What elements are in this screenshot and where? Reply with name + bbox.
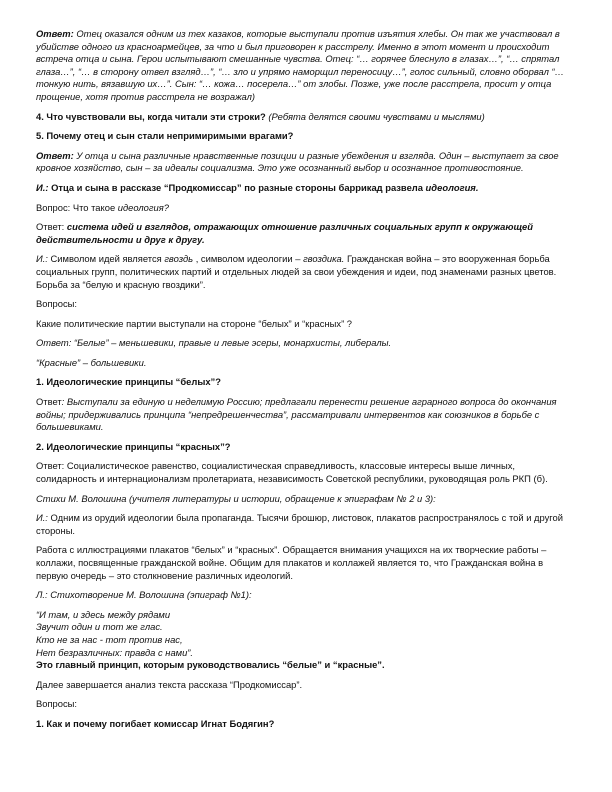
analysis-continuation: Далее завершается анализ текста рассказа “Продкомиссар”. [36,678,303,690]
answer-white-principles [36,396,576,434]
question-4-note: (Ребята делятся своими чувствами и мыслями) [265,110,485,122]
symbols-text-2: , символом идеологии – [193,253,304,265]
question-red-principles: 2. Идеологические принципы “красных”? [36,440,231,452]
heading-text: Отца и сына в рассказе “Продкомиссар” по разные стороны баррикад развела [48,181,423,193]
answer-label: Ответ: [36,221,67,233]
speaker-label: И.: [36,512,48,524]
teacher-propaganda-paragraph [36,512,576,537]
question-4-text: 4. Что чувствовали вы, когда читали эти строки? [36,110,266,122]
answer-text: Отец оказался одним из тех казаков, которые выступали против изъятия хлебы. Он так же участвовал в убийстве одного из красноармейцев, за что и был приговорен к расстрелу. Именно в этот момент и происходит встреча отца и сына. Герои испытывают смешанные чувства. Отец: “… горячее блеснуло в глазах…”, “… спрятал глаза…”, “… в сторону отвел взгляд…”, “… зло и упрямо наморщил переносицу…”, голос сильный, словно оборвал “… тонкую нить, вязавшую их…”. Сын: “… кожа… посерела…” от злобы. Позже, уже после расстрела, просит у отца прощение, хотя против расстрела не возражал) [36,28,565,102]
speaker-label: И.: [36,253,48,265]
heading-emphasis: идеология. [422,181,479,193]
answer-ideology-definition [36,221,576,246]
poem-block [36,609,576,659]
main-principle-statement: Это главный принцип, которым руководствовались “белые” и “красные”. [36,659,385,671]
question-term: идеология? [117,201,169,213]
definition-text: система идей и взглядов, отражающих отношение различных социальных групп к окружающей действительности и друг к другу. [36,221,533,245]
question-commissar-death: 1. Как и почему погибает комиссар Игнат Бодягин? [36,717,275,729]
voloshin-poems-note: Стихи М. Волошина (учителя литературы и истории, обращение к эпиграфам № 2 и 3): [36,492,436,504]
teacher-symbols-paragraph [36,253,576,291]
questions-label: Вопросы: [36,298,78,310]
question-ideology [36,202,576,215]
answer-paragraph-father [36,28,576,104]
symbol-word-carnation: гвоздика. [303,253,345,265]
answer-red-parties: “Красные” – большевики. [36,356,147,368]
answer-label: Ответ: [36,28,74,39]
symbols-text-3: Гражданская война – это вооруженная борьба социальных групп, политических партий и отдельных людей за свои убеждения и идеи, под знаменами разных цветов. Борьба за “белую и красную гвоздики”. [36,253,557,290]
answer-label: Ответ [36,396,62,408]
question-5 [36,130,576,143]
poem-line: Кто не за нас - тот против нас, [36,633,183,645]
answer-text: : Выступали за единую и неделимую Россию; предлагали перенести решение аграрного вопроса до окончания войны; придерживались принципа “непредрешенчества”, рассматривали интервентов как союзников в борьбе с большевиками. [36,396,557,433]
question-white-principles: 1. Идеологические принципы “белых”? [36,376,221,388]
speaker-label: И.: [36,181,49,193]
questions-label-2: Вопросы: [36,698,78,710]
propaganda-text: Одним из орудий идеологии была пропаганда. Тысячи брошюр, листовок, плакатов распространялось с той и другой стороны. [36,512,563,536]
answer-text: У отца и сына различные нравственные позиции и разные убеждения и взгляда. Один – выступает за свое кровное хозяйство, сын – за идеалы социализма. Это уже осознанный выбор и осознанное противостояние. [36,149,559,174]
question-text: Вопрос: Что такое [36,201,118,213]
teacher-ideology-heading [36,182,576,195]
answer-label: Ответ: [36,149,74,161]
question-5-text: 5. Почему отец и сын стали непримиримыми врагами? [36,130,294,142]
symbol-word-nail: гвоздь [164,253,194,265]
posters-work-paragraph: Работа с иллюстрациями плакатов “белых” и “красных”. Обращается внимания учащихся на их творческие работы – коллажи, посвященные гражданской войне. Общим для плакатов и коллажей является то, что Гражданская война в первую очередь – это столкновение различных идеологий. [36,544,547,581]
poem-line: Звучит один и тот же глас. [36,621,163,633]
answer-paragraph-enemies [36,150,576,175]
question-4 [36,111,576,124]
poem-line: “И там, и здесь между рядами [36,608,171,620]
poem-line: Нет безразличных: правда с нами”. [36,646,194,658]
symbols-text-1: Символом идей является [47,253,165,265]
answer-red-principles: Ответ: Социалистическое равенство, социалистическая справедливость, классовые интересы выше личных, солидарность и интернационализм пролетариата, независимость Советской республики, руководящая роль РКП (б). [36,460,548,485]
answer-white-parties: Ответ: “Белые” – меньшевики, правые и левые эсеры, монархисты, либералы. [36,337,392,349]
question-parties: Какие политические партии выступали на стороне “белых” и “красных” ? [36,317,353,329]
voloshin-epigraph-note: Л.: Стихотворение М. Волошина (эпиграф №1): [36,589,252,601]
